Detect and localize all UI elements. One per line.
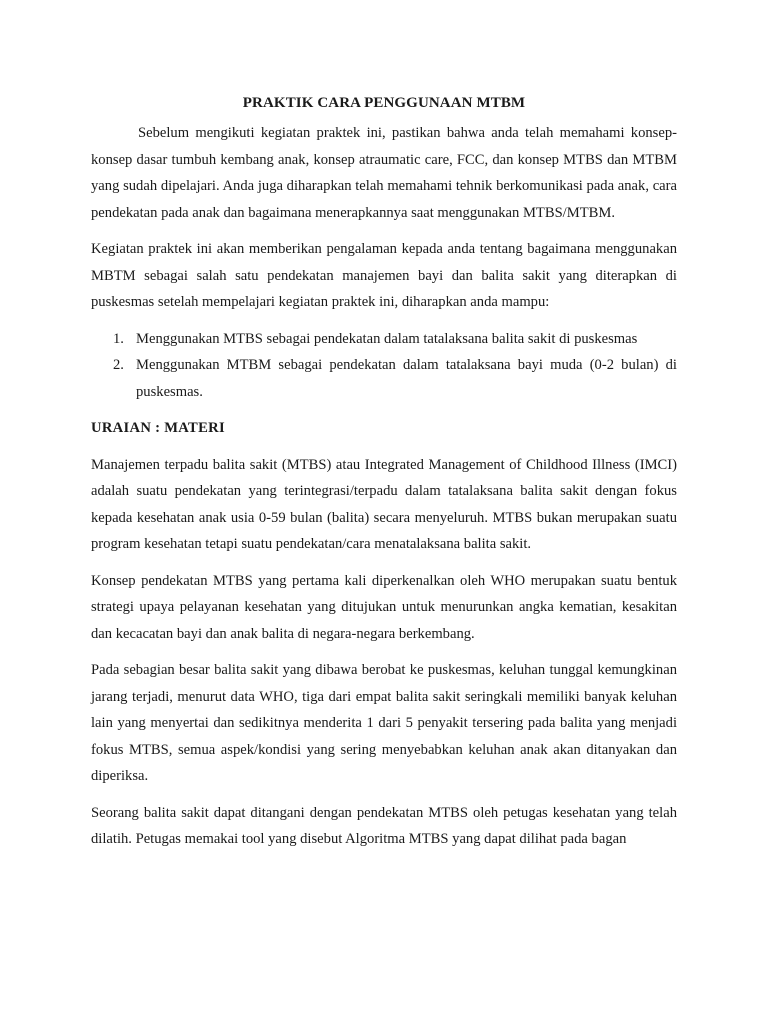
list-item-number: 1. xyxy=(113,330,124,347)
objectives-list xyxy=(91,326,677,406)
list-item xyxy=(91,326,677,353)
document-body xyxy=(91,92,677,863)
body-paragraph: Seorang balita sakit dapat ditangani dengan pendekatan MTBS oleh petugas kesehatan yang telah dilatih. Petugas memakai tool yang disebut Algoritma MTBS yang dapat dilihat pada bagan xyxy=(91,804,677,847)
list-item xyxy=(91,352,677,405)
section-heading: URAIAN : MATERI xyxy=(91,420,225,436)
document-title: PRAKTIK CARA PENGGUNAAN MTBM xyxy=(242,95,526,111)
list-item-text: Menggunakan MTBM sebagai pendekatan dalam tatalaksana bayi muda (0-2 bulan) di puskesmas. xyxy=(136,357,677,400)
intro-paragraph: Sebelum mengikuti kegiatan praktek ini, pastikan bahwa anda telah memahami konsep-konsep dasar tumbuh kembang anak, konsep atraumatic care, FCC, dan konsep MTBS dan MTBM yang sudah dipelajari. Anda juga diharapkan telah memahami tehnik berkomunikasi pada anak, cara pendekatan pada anak dan bagaimana menerapkannya saat menggunakan MTBS/MTBM. xyxy=(91,125,677,221)
intro-paragraph: Kegiatan praktek ini akan memberikan pengalaman kepada anda tentang bagaimana menggunakan MBTM sebagai salah satu pendekatan manajemen bayi dan balita sakit yang diterapkan di puskesmas setelah mempelajari kegiatan praktek ini, diharapkan anda mampu: xyxy=(91,241,677,310)
body-paragraph: Manajemen terpadu balita sakit (MTBS) atau Integrated Management of Childhood Illness (IMCI) adalah suatu pendekatan yang terintegrasi/terpadu dalam tatalaksana balita sakit dengan fokus kepada kesehatan anak usia 0-59 bulan (balita) secara menyeluruh. MTBS bukan merupakan suatu program kesehatan tetapi suatu pendekatan/cara menatalaksana balita sakit. xyxy=(91,456,677,552)
list-item-number: 2. xyxy=(113,357,124,373)
list-item-text: Menggunakan MTBS sebagai pendekatan dalam tatalaksana balita sakit di puskesmas xyxy=(136,330,638,347)
body-paragraph: Pada sebagian besar balita sakit yang dibawa berobat ke puskesmas, keluhan tunggal kemungkinan jarang terjadi, menurut data WHO, tiga dari empat balita sakit seringkali memiliki banyak keluhan lain yang menyertai dan sedikitnya menderita 1 dari 5 penyakit tersering pada balita yang menjadi fokus MTBS, semua aspek/kondisi yang sering menyebabkan keluhan anak akan ditanyakan dan diperiksa. xyxy=(91,662,677,784)
body-paragraph: Konsep pendekatan MTBS yang pertama kali diperkenalkan oleh WHO merupakan suatu bentuk strategi upaya pelayanan kesehatan yang ditujukan untuk menurunkan angka kematian, kesakitan dan kecacatan bayi dan anak balita di negara-negara berkembang. xyxy=(91,572,677,642)
